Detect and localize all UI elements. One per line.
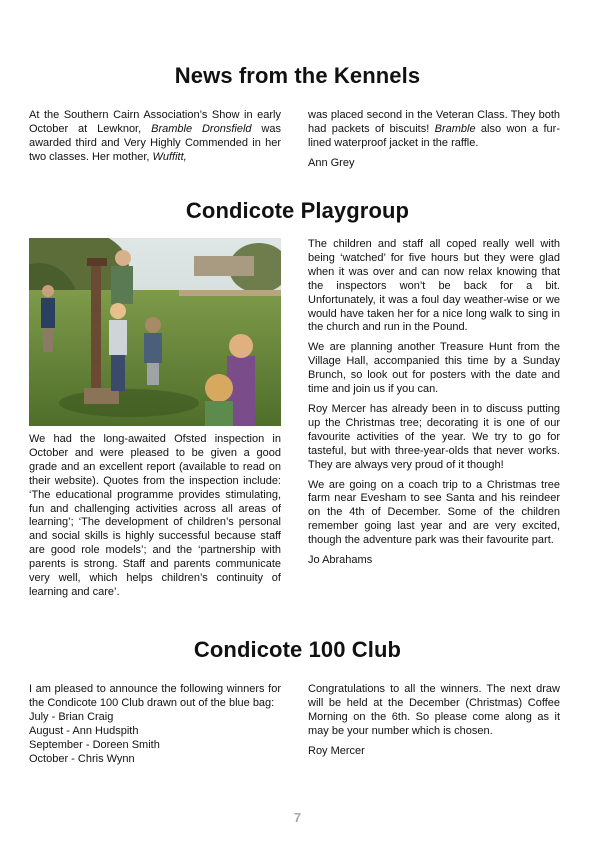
playgroup-paragraph-4: We are going on a coach trip to a Christmas tree farm near Evesham to see Santa and his reindeer on the 4th of December. Some of the children remember going last year and are very excited, though the adventure park was their favourite part.: [308, 478, 560, 547]
playgroup-title: Condicote Playgroup: [185, 198, 410, 223]
kennels-text-2: was awarded third and Very Highly Commended in her two classes. Her mother,: [29, 122, 281, 163]
winner-october: October - Chris Wynn: [29, 752, 135, 765]
kennels-right-paragraph: [308, 109, 560, 151]
kennels-left-column: [29, 109, 281, 171]
winner-august: August - Ann Hudspith: [29, 724, 139, 737]
winners-list: [29, 711, 281, 767]
club-intro: I am pleased to announce the following winners for the Condicote 100 Club drawn out of the blue bag:: [29, 683, 281, 709]
kennels-right-column: [308, 109, 560, 177]
playgroup-paragraph-3: Roy Mercer has already been in to discuss putting up the Christmas tree; decorating it is one of our favourite activities of the year. We try to go for tasteful, but with three-year-olds that never works. They are always very proud of it though!: [308, 402, 560, 471]
dog-name-wuffitt: Wuffitt,: [152, 150, 187, 163]
kennels-text-3: was placed second in the Veteran Class. They both had packets of biscuits!: [308, 109, 560, 135]
page-number: 7: [293, 810, 302, 825]
dog-name-bramble-dronsfield: Bramble Dronsfield: [151, 122, 252, 135]
club-author: Roy Mercer: [308, 744, 365, 757]
winner-july: July - Brian Craig: [29, 710, 114, 723]
winner-september: September - Doreen Smith: [29, 738, 160, 751]
kennels-author: Ann Grey: [308, 156, 355, 169]
kennels-text-1: At the Southern Cairn Association’s Show in early October at Lewknor,: [29, 109, 281, 135]
kennels-title: News from the Kennels: [174, 63, 421, 88]
kennels-text-4: also won a fur-lined waterproof jacket in the raffle.: [308, 122, 560, 149]
club-paragraph: Congratulations to all the winners. The next draw will be held at the December (Christmas) Coffee Morning on the 6th. So please come along as it may be your number which is chosen.: [308, 683, 560, 737]
playgroup-photo: [29, 238, 281, 426]
playgroup-paragraph-2: We are planning another Treasure Hunt from the Village Hall, accompanied this time by a Sunday Brunch, so look out for posters with the date and time and join us if you can.: [308, 341, 560, 396]
club-right-column: [308, 683, 560, 765]
club-title: Condicote 100 Club: [193, 637, 402, 662]
club-left-column: [29, 683, 281, 766]
playgroup-left-paragraph: We had the long-awaited Ofsted inspection in October and were pleased to be given a good grade and an excellent report (available to read on their website). Quotes from the inspection include: ‘The educational programme provides stimulating, fun and challenging activities across all areas of learning’; ‘The development of children’s personal and social skills is highly successful because staff are good role models’; and the ‘partnership with parents is strong. Staff and parents communicate very well, which helps children’s continuity of learning and care’.: [29, 433, 281, 598]
playgroup-photo-drawing: [29, 238, 281, 426]
dog-name-bramble: Bramble: [434, 122, 476, 135]
kennels-left-paragraph: [29, 109, 281, 165]
playgroup-paragraph-1: The children and staff all coped really well with being ‘watched’ for five hours but they were glad when it was over and can now relax knowing that the inspectors won’t be back for a bit. Unfortunately, it was a foul day weather-wise or we would have taken her for a nice long walk to sing in the church and run in the Pound.: [308, 238, 560, 334]
playgroup-left-column: [29, 433, 281, 606]
playgroup-right-column: [308, 238, 560, 574]
playgroup-author: Jo Abrahams: [308, 554, 373, 567]
